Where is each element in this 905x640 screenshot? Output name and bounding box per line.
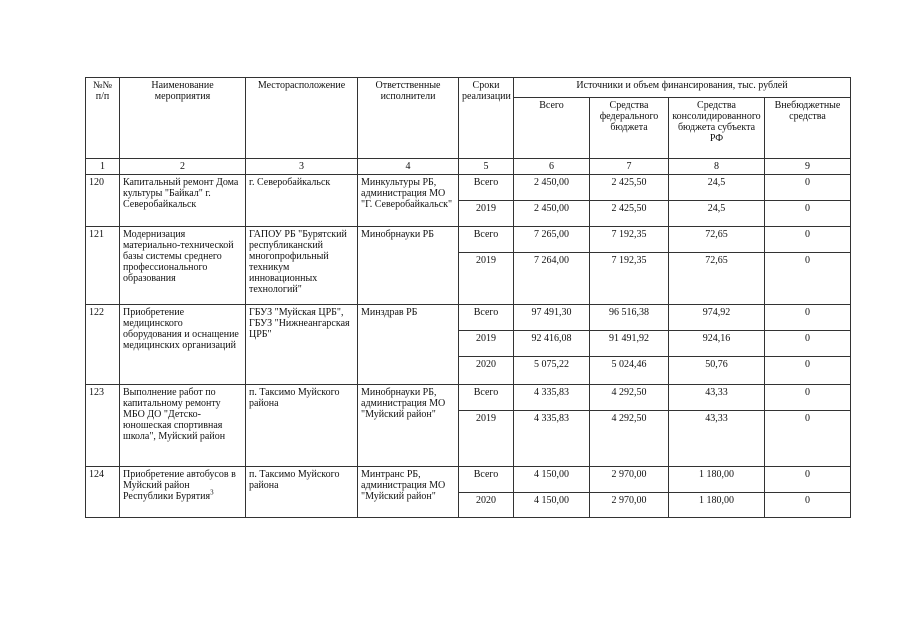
item-executors: Минобрнауки РБ (358, 227, 459, 305)
total-cell: 92 416,08 (514, 331, 590, 357)
item-number: 120 (86, 175, 120, 227)
item-location: ГАПОУ РБ "Бурятский республиканский многопрофильный техникум инновационных технологий" (246, 227, 358, 305)
term-cell: Всего (459, 175, 514, 201)
header-location: Месторасположение (246, 78, 358, 159)
consolidated-cell: 72,65 (669, 227, 765, 253)
column-number: 1 (86, 159, 120, 175)
financing-table (85, 77, 851, 518)
federal-cell: 96 516,38 (590, 305, 669, 331)
federal-cell: 7 192,35 (590, 253, 669, 305)
header-row (86, 78, 851, 98)
total-cell: 4 150,00 (514, 493, 590, 518)
term-cell: 2020 (459, 493, 514, 518)
term-cell: Всего (459, 305, 514, 331)
column-number: 4 (358, 159, 459, 175)
consolidated-cell: 50,76 (669, 357, 765, 385)
total-cell: 5 075,22 (514, 357, 590, 385)
item-number: 123 (86, 385, 120, 467)
header-terms: Сроки реализации (459, 78, 514, 159)
extra-cell: 0 (765, 411, 851, 467)
column-number: 3 (246, 159, 358, 175)
total-cell: 7 264,00 (514, 253, 590, 305)
item-location: г. Северобайкальск (246, 175, 358, 227)
term-cell: Всего (459, 467, 514, 493)
header-federal: Средства федерального бюджета (590, 97, 669, 158)
item-name (120, 467, 246, 518)
federal-cell: 4 292,50 (590, 411, 669, 467)
item-executors: Минобрнауки РБ, администрация МО "Муйский район" (358, 385, 459, 467)
consolidated-cell: 974,92 (669, 305, 765, 331)
extra-cell: 0 (765, 253, 851, 305)
column-number: 7 (590, 159, 669, 175)
item-name (120, 385, 246, 467)
table-row (86, 227, 851, 253)
total-cell: 2 450,00 (514, 175, 590, 201)
term-cell: 2020 (459, 357, 514, 385)
federal-cell: 91 491,92 (590, 331, 669, 357)
consolidated-cell: 924,16 (669, 331, 765, 357)
federal-cell: 2 425,50 (590, 201, 669, 227)
total-cell: 2 450,00 (514, 201, 590, 227)
item-name-text: Модернизация материально-технической базы системы среднего профессионального образования (123, 229, 234, 284)
item-location: п. Таксимо Муйского района (246, 467, 358, 518)
column-numbers-row (86, 159, 851, 175)
item-name (120, 175, 246, 227)
item-number: 121 (86, 227, 120, 305)
total-cell: 4 335,83 (514, 385, 590, 411)
item-name-text: Выполнение работ по капитальному ремонту МБО ДО "Детско-юношеская спортивная школа", Муйский район (123, 387, 226, 442)
federal-cell: 5 024,46 (590, 357, 669, 385)
federal-cell: 4 292,50 (590, 385, 669, 411)
extra-cell: 0 (765, 331, 851, 357)
header-num: №№ п/п (86, 78, 120, 159)
term-cell: Всего (459, 227, 514, 253)
extra-cell: 0 (765, 227, 851, 253)
consolidated-cell: 43,33 (669, 385, 765, 411)
extra-cell: 0 (765, 467, 851, 493)
consolidated-cell: 43,33 (669, 411, 765, 467)
federal-cell: 2 970,00 (590, 493, 669, 518)
extra-cell: 0 (765, 201, 851, 227)
table-row (86, 385, 851, 411)
term-cell: Всего (459, 385, 514, 411)
item-name-text: Приобретение автобусов в Муйский район Республики Бурятия (123, 469, 236, 502)
extra-cell: 0 (765, 385, 851, 411)
term-cell: 2019 (459, 253, 514, 305)
item-name-text: Капитальный ремонт Дома культуры "Байкал" г. Северобайкальск (123, 177, 239, 210)
extra-cell: 0 (765, 305, 851, 331)
term-cell: 2019 (459, 201, 514, 227)
consolidated-cell: 1 180,00 (669, 467, 765, 493)
header-sources: Источники и объем финансирования, тыс. рублей (514, 78, 851, 98)
header-extra: Внебюджетные средства (765, 97, 851, 158)
item-number: 124 (86, 467, 120, 518)
table-row (86, 305, 851, 331)
consolidated-cell: 72,65 (669, 253, 765, 305)
item-executors: Минтранс РБ, администрация МО "Муйский район" (358, 467, 459, 518)
column-number: 5 (459, 159, 514, 175)
item-number: 122 (86, 305, 120, 385)
item-location: ГБУЗ "Муйская ЦРБ", ГБУЗ "Нижнеангарская ЦРБ" (246, 305, 358, 385)
total-cell: 4 335,83 (514, 411, 590, 467)
column-number: 2 (120, 159, 246, 175)
item-name (120, 305, 246, 385)
federal-cell: 7 192,35 (590, 227, 669, 253)
column-number: 9 (765, 159, 851, 175)
consolidated-cell: 1 180,00 (669, 493, 765, 518)
term-cell: 2019 (459, 411, 514, 467)
table-row (86, 467, 851, 493)
total-cell: 4 150,00 (514, 467, 590, 493)
footnote-mark: 3 (210, 488, 214, 497)
federal-cell: 2 425,50 (590, 175, 669, 201)
consolidated-cell: 24,5 (669, 201, 765, 227)
total-cell: 97 491,30 (514, 305, 590, 331)
column-number: 6 (514, 159, 590, 175)
header-name: Наименование мероприятия (120, 78, 246, 159)
extra-cell: 0 (765, 357, 851, 385)
total-cell: 7 265,00 (514, 227, 590, 253)
table-row (86, 175, 851, 201)
term-cell: 2019 (459, 331, 514, 357)
extra-cell: 0 (765, 175, 851, 201)
header-consolidated: Средства консолидированного бюджета субъекта РФ (669, 97, 765, 158)
item-location: п. Таксимо Муйского района (246, 385, 358, 467)
header-total: Всего (514, 97, 590, 158)
item-name-text: Приобретение медицинского оборудования и оснащение медицинских организаций (123, 307, 239, 351)
federal-cell: 2 970,00 (590, 467, 669, 493)
item-executors: Минздрав РБ (358, 305, 459, 385)
column-number: 8 (669, 159, 765, 175)
extra-cell: 0 (765, 493, 851, 518)
consolidated-cell: 24,5 (669, 175, 765, 201)
item-executors: Минкультуры РБ, администрация МО "Г. Северобайкальск" (358, 175, 459, 227)
item-name (120, 227, 246, 305)
header-executors: Ответственные исполнители (358, 78, 459, 159)
